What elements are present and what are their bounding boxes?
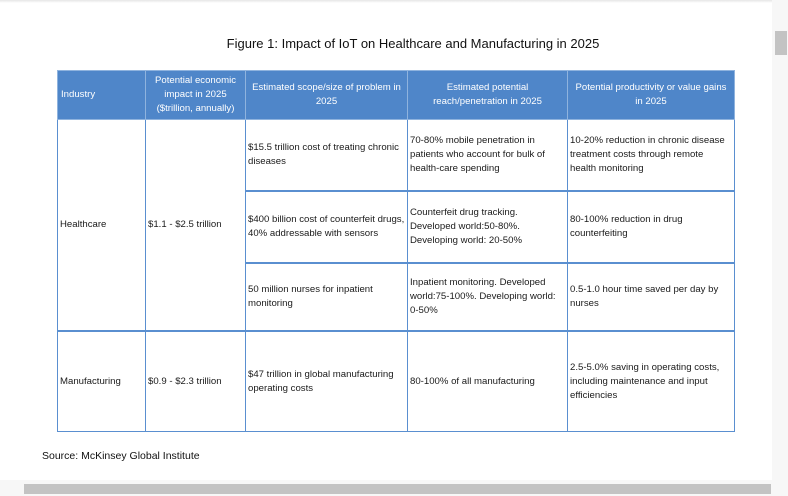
reach-cell: Inpatient monitoring. Developed world:75-100%. Developing world: 0-50%	[408, 263, 568, 331]
header-scope: Estimated scope/size of problem in 2025	[246, 71, 408, 120]
header-industry: Industry	[58, 71, 146, 120]
scope-cell: $15.5 trillion cost of treating chronic diseases	[246, 120, 408, 192]
gains-cell: 2.5-5.0% saving in operating costs, including maintenance and input efficiencies	[568, 331, 735, 432]
horizontal-scrollbar-thumb[interactable]	[24, 484, 771, 494]
industry-cell-manufacturing: Manufacturing	[58, 331, 146, 432]
scope-cell: $47 trillion in global manufacturing operating costs	[246, 331, 408, 432]
figure-title: Figure 1: Impact of IoT on Healthcare and Manufacturing in 2025	[226, 36, 600, 51]
vertical-scrollbar[interactable]	[772, 0, 788, 496]
scope-cell: $400 billion cost of counterfeit drugs, 40% addressable with sensors	[246, 191, 408, 263]
iot-impact-table	[57, 70, 735, 432]
reach-cell: 80-100% of all manufacturing	[408, 331, 568, 432]
gains-cell: 0.5-1.0 hour time saved per day by nurses	[568, 263, 735, 331]
reach-cell: 70-80% mobile penetration in patients who account for bulk of health-care spending	[408, 120, 568, 192]
table-row	[58, 120, 735, 192]
table-header-row	[58, 71, 735, 120]
table-row	[58, 331, 735, 432]
gains-cell: 10-20% reduction in chronic disease treatment costs through remote health monitoring	[568, 120, 735, 192]
industry-cell-healthcare: Healthcare	[58, 120, 146, 332]
header-gains: Potential productivity or value gains in 2025	[568, 71, 735, 120]
page-top-shadow	[0, 0, 772, 3]
impact-cell-healthcare: $1.1 - $2.5 trillion	[146, 120, 246, 332]
source-note: Source: McKinsey Global Institute	[42, 450, 200, 462]
scope-cell: 50 million nurses for inpatient monitoring	[246, 263, 408, 331]
vertical-scrollbar-thumb[interactable]	[775, 31, 787, 55]
reach-cell: Counterfeit drug tracking. Developed world:50-80%. Developing world: 20-50%	[408, 191, 568, 263]
gains-cell: 80-100% reduction in drug counterfeiting	[568, 191, 735, 263]
header-economic-impact: Potential economic impact in 2025 ($trillion, annually)	[146, 71, 246, 120]
impact-cell-manufacturing: $0.9 - $2.3 trillion	[146, 331, 246, 432]
header-reach: Estimated potential reach/penetration in 2025	[408, 71, 568, 120]
